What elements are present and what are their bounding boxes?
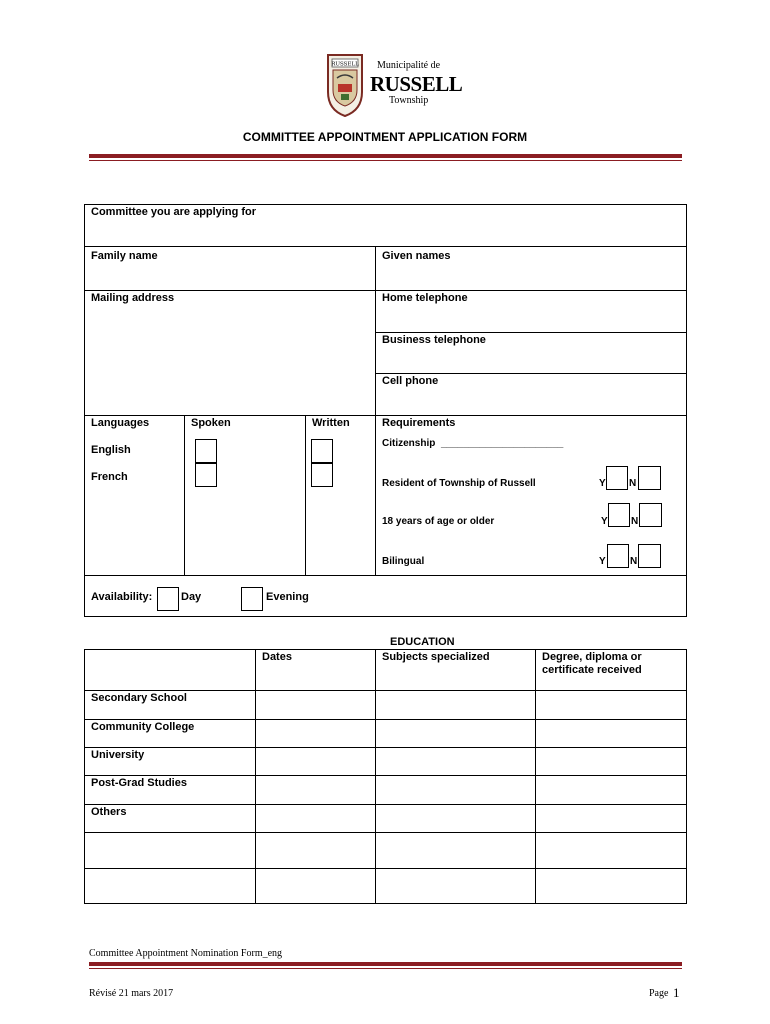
footer-page-number: 1 <box>673 985 680 1000</box>
mailing-address-label: Mailing address <box>91 292 175 304</box>
township-crest-icon <box>325 52 365 118</box>
english-spoken-checkbox[interactable] <box>195 439 217 463</box>
citizenship-blank[interactable]: ______________________ <box>441 438 564 449</box>
logo-russell-text: RUSSELL <box>370 72 463 96</box>
requirement-age-y-label: Y <box>601 516 608 527</box>
committee-label: Committee you are applying for <box>91 206 257 218</box>
availability-evening-checkbox[interactable] <box>241 587 263 611</box>
education-header-degree: Degree, diploma or certificate received <box>542 651 642 676</box>
education-title: EDUCATION <box>390 636 455 648</box>
header-rule-thin <box>89 160 682 161</box>
french-spoken-checkbox[interactable] <box>195 463 217 487</box>
requirement-resident-y-label: Y <box>599 478 606 489</box>
home-telephone-field[interactable] <box>377 308 684 330</box>
footer-form-name: Committee Appointment Nomination Form_eng <box>89 948 283 959</box>
family-name-field[interactable] <box>86 266 373 288</box>
languages-header: Languages <box>91 417 150 429</box>
requirement-bilingual-label: Bilingual <box>382 556 425 567</box>
education-row-postgrad: Post-Grad Studies <box>91 777 187 789</box>
citizenship-label: Citizenship <box>382 438 436 449</box>
footer-page-label: Page <box>649 988 669 999</box>
logo-municipality-text: Municipalité de <box>377 60 441 71</box>
footer-rule-thin <box>89 968 682 969</box>
french-written-checkbox[interactable] <box>311 463 333 487</box>
header-rule-thick <box>89 154 682 158</box>
education-header-subjects: Subjects specialized <box>382 651 490 663</box>
spoken-header: Spoken <box>191 417 231 429</box>
requirement-resident-yes-checkbox[interactable] <box>606 466 628 490</box>
mailing-address-field[interactable] <box>86 308 373 413</box>
requirement-age-label: 18 years of age or older <box>382 516 495 527</box>
footer-rule-thick <box>89 962 682 966</box>
written-header: Written <box>312 417 350 429</box>
requirement-age-n-label: N <box>631 516 639 527</box>
education-header-dates: Dates <box>262 651 292 663</box>
availability-evening-label: Evening <box>266 591 309 603</box>
availability-label: Availability: <box>91 591 153 603</box>
cell-phone-field[interactable] <box>377 391 684 413</box>
requirement-resident-n-label: N <box>629 478 637 489</box>
requirement-resident-no-checkbox[interactable] <box>638 466 661 490</box>
requirement-bilingual-y-label: Y <box>599 556 606 567</box>
family-name-label: Family name <box>91 250 158 262</box>
home-telephone-label: Home telephone <box>382 292 468 304</box>
crest-text: RUSSELL <box>331 61 359 68</box>
language-english-label: English <box>91 444 131 456</box>
requirement-bilingual-yes-checkbox[interactable] <box>607 544 629 568</box>
requirement-resident-label: Resident of Township of Russell <box>382 478 536 489</box>
english-written-checkbox[interactable] <box>311 439 333 463</box>
education-row-college: Community College <box>91 721 195 733</box>
education-row-others: Others <box>91 806 127 818</box>
requirement-age-no-checkbox[interactable] <box>639 503 662 527</box>
availability-day-checkbox[interactable] <box>157 587 179 611</box>
education-row-university: University <box>91 749 145 761</box>
availability-day-label: Day <box>181 591 202 603</box>
requirement-age-yes-checkbox[interactable] <box>608 503 630 527</box>
language-french-label: French <box>91 471 128 483</box>
business-telephone-field[interactable] <box>377 350 684 371</box>
given-names-label: Given names <box>382 250 451 262</box>
logo-township-text: Township <box>389 95 429 106</box>
education-row-secondary: Secondary School <box>91 692 187 704</box>
committee-field[interactable] <box>86 222 684 244</box>
requirements-header: Requirements <box>382 417 456 429</box>
requirement-bilingual-no-checkbox[interactable] <box>638 544 661 568</box>
page-title: COMMITTEE APPOINTMENT APPLICATION FORM <box>242 130 528 144</box>
given-names-field[interactable] <box>377 266 684 288</box>
cell-phone-label: Cell phone <box>382 375 439 387</box>
requirement-bilingual-n-label: N <box>630 556 638 567</box>
business-telephone-label: Business telephone <box>382 334 486 346</box>
footer-revised-date: Révisé 21 mars 2017 <box>89 988 174 999</box>
